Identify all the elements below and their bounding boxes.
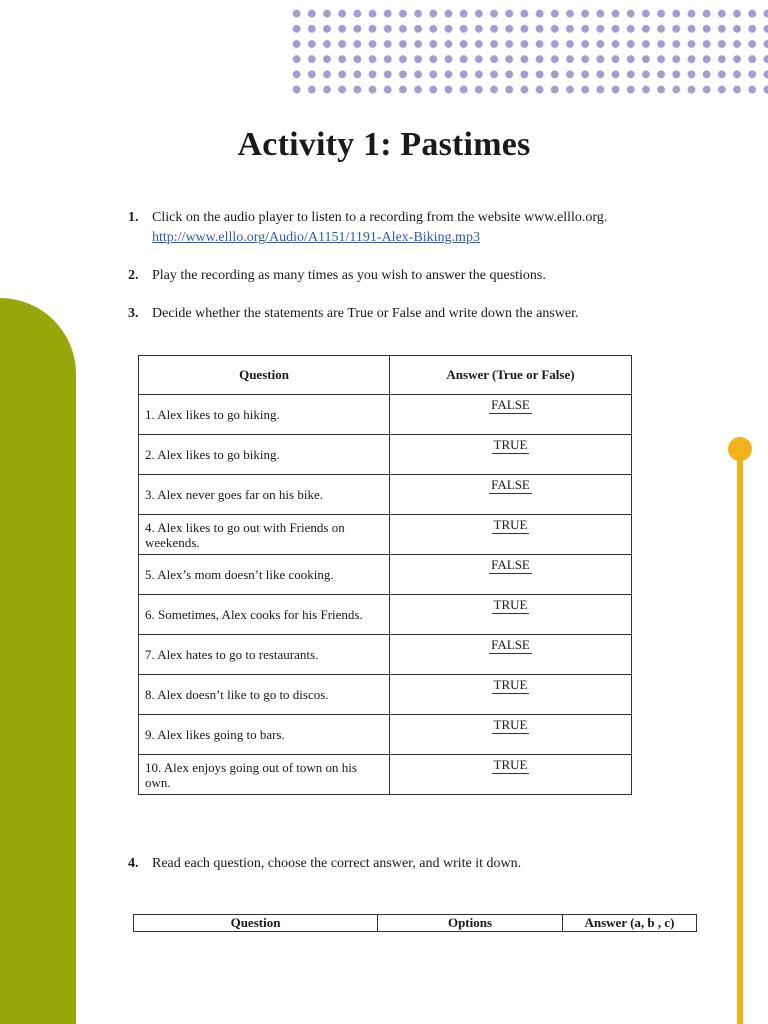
answer-cell — [390, 595, 632, 635]
table-row — [139, 595, 632, 635]
decorative-green-band — [0, 298, 76, 1024]
instruction-number: 1. — [128, 210, 139, 225]
answer-value: TRUE — [493, 597, 528, 612]
instruction-text: Play the recording as many times as you wish to answer the questions. — [152, 268, 546, 283]
audio-link[interactable]: http://www.elllo.org/Audio/A1151/1191-Alex-Biking.mp3 — [152, 230, 480, 245]
answer-cell — [390, 715, 632, 755]
column-header-options: Options — [378, 915, 563, 932]
table-header-row — [139, 356, 632, 395]
instruction-3 — [128, 304, 688, 324]
answer-cell — [390, 755, 632, 795]
true-false-table — [138, 355, 632, 795]
answer-value: TRUE — [493, 757, 528, 772]
instruction-2 — [128, 266, 688, 286]
instruction-text: Click on the audio player to listen to a recording from the website www.elllo.org. — [152, 210, 608, 225]
table-row — [139, 395, 632, 435]
question-cell: 4. Alex likes to go out with Friends on weekends. — [139, 515, 390, 555]
answer-value: TRUE — [493, 717, 528, 732]
answer-cell — [390, 555, 632, 595]
instruction-number: 3. — [128, 306, 139, 321]
table-row — [139, 675, 632, 715]
instruction-number: 2. — [128, 268, 139, 283]
instruction-number: 4. — [128, 856, 139, 871]
answer-value: TRUE — [493, 677, 528, 692]
answer-cell — [390, 475, 632, 515]
answer-cell — [390, 515, 632, 555]
question-cell: 9. Alex likes going to bars. — [139, 715, 390, 755]
answer-cell — [390, 395, 632, 435]
table-row — [139, 475, 632, 515]
answer-value: TRUE — [493, 437, 528, 452]
answer-cell — [390, 635, 632, 675]
table-row — [139, 515, 632, 555]
page-title: Activity 1: Pastimes — [237, 126, 531, 163]
column-header-question: Question — [134, 915, 378, 932]
column-header-question: Question — [139, 356, 390, 395]
instruction-4 — [128, 854, 712, 874]
table-row — [139, 555, 632, 595]
decorative-dot-pattern — [289, 6, 768, 94]
table-row — [139, 435, 632, 475]
question-cell: 1. Alex likes to go hiking. — [139, 395, 390, 435]
table-row — [139, 635, 632, 675]
instruction-1 — [128, 208, 688, 248]
table-row — [139, 715, 632, 755]
answer-cell — [390, 435, 632, 475]
answer-value: FALSE — [491, 557, 530, 572]
answer-value: TRUE — [493, 517, 528, 532]
question-cell: 8. Alex doesn’t like to go to discos. — [139, 675, 390, 715]
question-cell: 3. Alex never goes far on his bike. — [139, 475, 390, 515]
table-row — [139, 755, 632, 795]
question-cell: 7. Alex hates to go to restaurants. — [139, 635, 390, 675]
table-header-row — [134, 915, 697, 932]
column-header-answer: Answer (a, b , c) — [563, 915, 697, 932]
instruction-text: Decide whether the statements are True or False and write down the answer. — [152, 306, 579, 321]
instructions-list — [128, 208, 688, 324]
decorative-orange-line — [737, 455, 743, 1024]
answer-value: FALSE — [491, 397, 530, 412]
answer-cell — [390, 675, 632, 715]
question-cell: 2. Alex likes to go biking. — [139, 435, 390, 475]
question-cell: 5. Alex’s mom doesn’t like cooking. — [139, 555, 390, 595]
column-header-answer: Answer (True or False) — [390, 356, 632, 395]
answer-value: FALSE — [491, 477, 530, 492]
multiple-choice-table — [133, 914, 697, 932]
question-cell: 10. Alex enjoys going out of town on his own. — [139, 755, 390, 795]
question-cell: 6. Sometimes, Alex cooks for his Friends. — [139, 595, 390, 635]
instruction-text: Read each question, choose the correct answer, and write it down. — [152, 856, 522, 871]
answer-value: FALSE — [491, 637, 530, 652]
